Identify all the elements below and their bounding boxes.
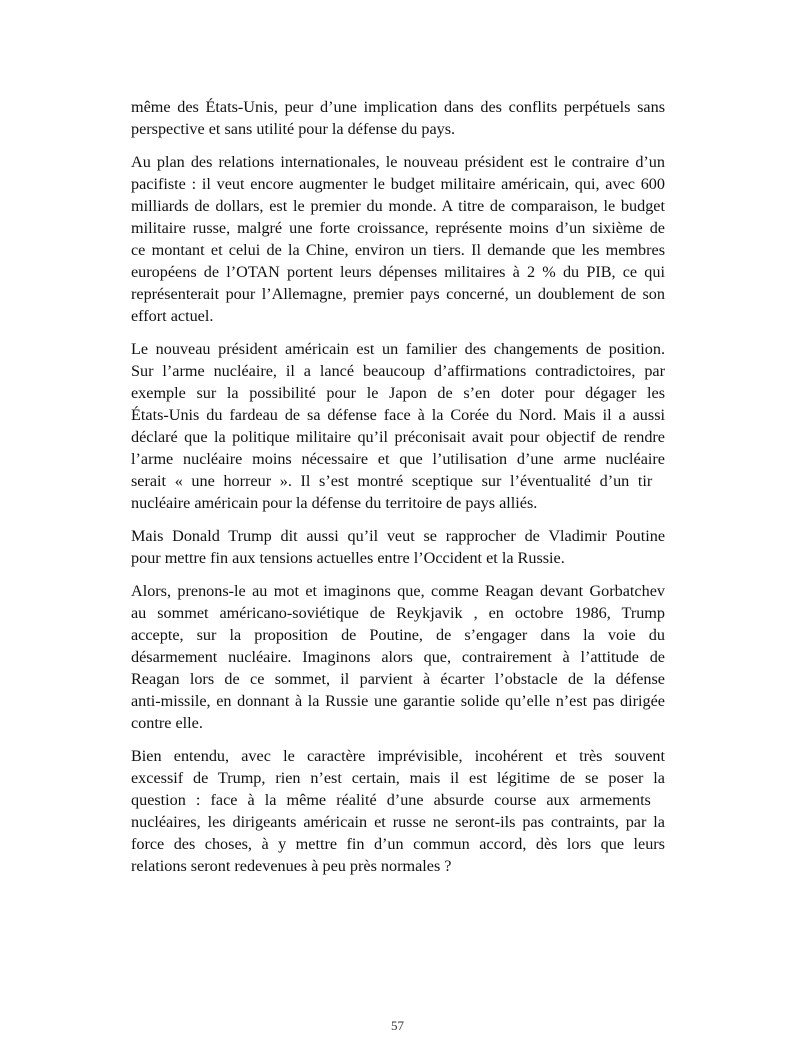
paragraph <box>131 580 665 734</box>
text-line: Sur l’arme nucléaire, il a lancé beaucoup d’affirmations contradictoires, par <box>131 362 665 380</box>
text-line: militaire russe, malgré une forte croissance, représente moins d’un sixième de <box>131 219 665 237</box>
text-line: Mais Donald Trump dit aussi qu’il veut se rapprocher de Vladimir Poutine <box>131 527 665 545</box>
text-line: déclaré que la politique militaire qu’il préconisait avait pour objectif de rendre <box>131 428 665 446</box>
paragraph <box>131 96 665 140</box>
text-line: désarmement nucléaire. Imaginons alors que, contrairement à l’attitude de <box>131 648 665 666</box>
text-line: accepte, sur la proposition de Poutine, de s’engager dans la voie du <box>131 626 665 644</box>
text-line: anti-missile, en donnant à la Russie une garantie solide qu’elle n’est pas dirigée <box>131 692 665 710</box>
paragraph <box>131 745 665 877</box>
text-line: l’arme nucléaire moins nécessaire et que l’utilisation d’une arme nucléaire <box>131 450 665 468</box>
text-line: question : face à la même réalité d’une absurde course aux armements <box>131 791 665 809</box>
text-line: excessif de Trump, rien n’est certain, mais il est légitime de se poser la <box>131 769 665 787</box>
text-line: nucléaire américain pour la défense du territoire de pays alliés. <box>131 494 538 512</box>
text-line: pour mettre fin aux tensions actuelles entre l’Occident et la Russie. <box>131 549 565 567</box>
text-line: ce montant et celui de la Chine, environ un tiers. Il demande que les membres <box>131 241 665 259</box>
text-line: serait « une horreur ». Il s’est montré sceptique sur l’éventualité d’un tir <box>131 472 665 490</box>
text-line: pacifiste : il veut encore augmenter le budget militaire américain, qui, avec 600 <box>131 175 665 193</box>
paragraph <box>131 338 665 514</box>
text-line: représenterait pour l’Allemagne, premier pays concerné, un doublement de son <box>131 285 665 303</box>
text-line: relations seront redevenues à peu près normales ? <box>131 857 452 875</box>
text-line: milliards de dollars, est le premier du monde. A titre de comparaison, le budget <box>131 197 665 215</box>
text-line: au sommet américano-soviétique de Reykjavik , en octobre 1986, Trump <box>131 604 665 622</box>
text-line: contre elle. <box>131 714 203 732</box>
text-line: Reagan lors de ce sommet, il parvient à écarter l’obstacle de la défense <box>131 670 665 688</box>
paragraph <box>131 151 665 327</box>
text-line: États-Unis du fardeau de sa défense face à la Corée du Nord. Mais il a aussi <box>131 406 665 424</box>
text-line: Au plan des relations internationales, le nouveau président est le contraire d’un <box>131 153 665 171</box>
text-line: perspective et sans utilité pour la défense du pays. <box>131 120 456 138</box>
page-number: 57 <box>391 1018 404 1033</box>
text-line: Alors, prenons-le au mot et imaginons que, comme Reagan devant Gorbatchev <box>131 582 665 600</box>
text-line: même des États-Unis, peur d’une implication dans des conflits perpétuels sans <box>131 98 665 116</box>
text-line: Bien entendu, avec le caractère imprévisible, incohérent et très souvent <box>131 747 665 765</box>
text-line: nucléaires, les dirigeants américain et russe ne seront-ils pas contraints, par la <box>131 813 665 831</box>
text-line: européens de l’OTAN portent leurs dépenses militaires à 2 % du PIB, ce qui <box>131 263 665 281</box>
text-line: force des choses, à y mettre fin d’un commun accord, dès lors que leurs <box>131 835 665 853</box>
page-body <box>131 96 665 888</box>
text-line: effort actuel. <box>131 307 214 325</box>
text-line: Le nouveau président américain est un familier des changements de position. <box>131 340 665 358</box>
paragraph <box>131 525 665 569</box>
text-line: exemple sur la possibilité pour le Japon de s’en doter pour dégager les <box>131 384 665 402</box>
